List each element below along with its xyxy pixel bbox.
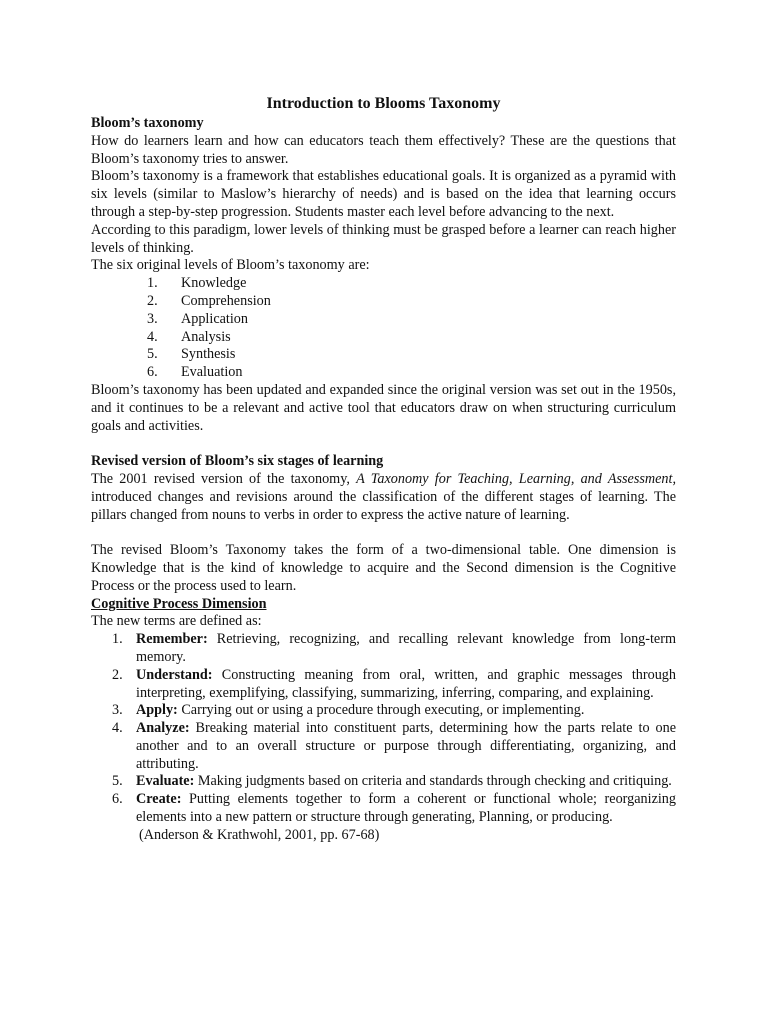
section-heading-revised-version: Revised version of Bloom’s six stages of learning	[91, 453, 384, 470]
list-item	[91, 293, 676, 311]
list-item	[91, 275, 676, 293]
list-item-label: Knowledge	[181, 275, 247, 292]
term-definition: Constructing meaning from oral, written, and graphic messages through interpreting, exemplifying, classifying, summarizing, inferring, comparing, and explaining.	[136, 666, 676, 701]
term-label: Analyze:	[136, 720, 190, 737]
term-definition: Putting elements together to form a coherent or functional whole; reorganizing elements into a new pattern or structure through generating, Planning, or producing.	[136, 791, 676, 826]
list-number: 3.	[112, 702, 123, 719]
document-content	[91, 94, 676, 845]
paragraph-intro: How do learners learn and how can educators teach them effectively? These are the questions that Bloom’s taxonomy tries to answer.	[91, 132, 676, 167]
paragraph-lead-text: The 2001 revised version of the taxonomy,	[91, 470, 357, 487]
spacer	[91, 435, 676, 453]
paragraph-two-dimensional: The revised Bloom’s Taxonomy takes the form of a two-dimensional table. One dimension is Knowledge that is the kind of knowledge to acquire and the Second dimension is the Cognitive Process or the process used to learn.	[91, 542, 676, 594]
term-label: Evaluate:	[136, 773, 195, 790]
term-definition: Making judgments based on criteria and standards through checking and critiquing.	[194, 773, 672, 790]
list-item	[91, 631, 676, 667]
list-number: 3.	[147, 310, 158, 327]
paragraph-revised-2001	[91, 471, 676, 524]
list-item-label: Synthesis	[181, 346, 236, 363]
list-number: 5.	[147, 346, 158, 363]
term-definition: Carrying out or using a procedure through executing, or implementing.	[177, 702, 585, 719]
list-item-label: Comprehension	[181, 292, 271, 309]
list-number: 4.	[112, 720, 123, 737]
list-number: 5.	[112, 773, 123, 790]
term-definition: Breaking material into constituent parts, determining how the parts relate to one another and to an overall structure or purpose through differentiating, organizing, and attributing.	[136, 720, 676, 772]
list-item	[91, 311, 676, 329]
list-item	[91, 667, 676, 703]
paragraph-updated: Bloom’s taxonomy has been updated and expanded since the original version was set out in the 1950s, and it continues to be a relevant and active tool that educators draw on when structuring curriculum goals and activities.	[91, 381, 676, 434]
term-label: Create:	[136, 791, 182, 808]
term-label: Remember:	[136, 631, 208, 648]
paragraph-levels-intro: The six original levels of Bloom’s taxonomy are:	[91, 257, 370, 274]
list-item	[91, 773, 676, 791]
term-label: Apply:	[136, 702, 178, 719]
list-item-label: Analysis	[181, 328, 231, 345]
list-number: 1.	[112, 631, 123, 648]
list-item	[91, 364, 676, 382]
section-heading-blooms-taxonomy: Bloom’s taxonomy	[91, 115, 204, 131]
list-item-label: Evaluation	[181, 364, 243, 381]
list-item	[91, 329, 676, 347]
section-heading-cognitive-process: Cognitive Process Dimension	[91, 595, 267, 612]
cognitive-terms-list	[91, 631, 676, 827]
list-item-label: Application	[181, 310, 248, 327]
list-number: 1.	[147, 275, 158, 292]
paragraph-framework: Bloom’s taxonomy is a framework that establishes educational goals. It is organized as a pyramid with six levels (similar to Maslow’s hierarchy of needs) and is based on the idea that learning occurs through a step-by-step progression. Students master each level before advancing to the next.	[91, 168, 676, 220]
term-definition: Retrieving, recognizing, and recalling relevant knowledge from long-term memory.	[136, 631, 676, 665]
list-number: 4.	[147, 328, 158, 345]
list-number: 2.	[147, 292, 158, 309]
page-title: Introduction to Blooms Taxonomy	[266, 95, 501, 112]
list-number: 6.	[112, 791, 123, 808]
list-item	[91, 791, 676, 827]
citation: (Anderson & Krathwohl, 2001, pp. 67-68)	[139, 826, 380, 843]
paragraph-paradigm: According to this paradigm, lower levels of thinking must be grasped before a learner can reach higher levels of thinking.	[91, 221, 676, 256]
list-item	[91, 720, 676, 773]
list-item	[91, 702, 676, 720]
book-title: A Taxonomy for Teaching, Learning, and Assessment,	[356, 470, 676, 487]
paragraph-rest-text: introduced changes and revisions around the classification of the different stages of learning. The pillars changed from nouns to verbs in order to express the active nature of learning.	[91, 488, 676, 523]
list-number: 6.	[147, 364, 158, 381]
original-levels-list	[91, 275, 676, 382]
list-number: 2.	[112, 666, 123, 683]
term-label: Understand:	[136, 666, 213, 683]
list-item	[91, 346, 676, 364]
spacer	[91, 524, 676, 542]
paragraph-terms-intro: The new terms are defined as:	[91, 613, 262, 630]
